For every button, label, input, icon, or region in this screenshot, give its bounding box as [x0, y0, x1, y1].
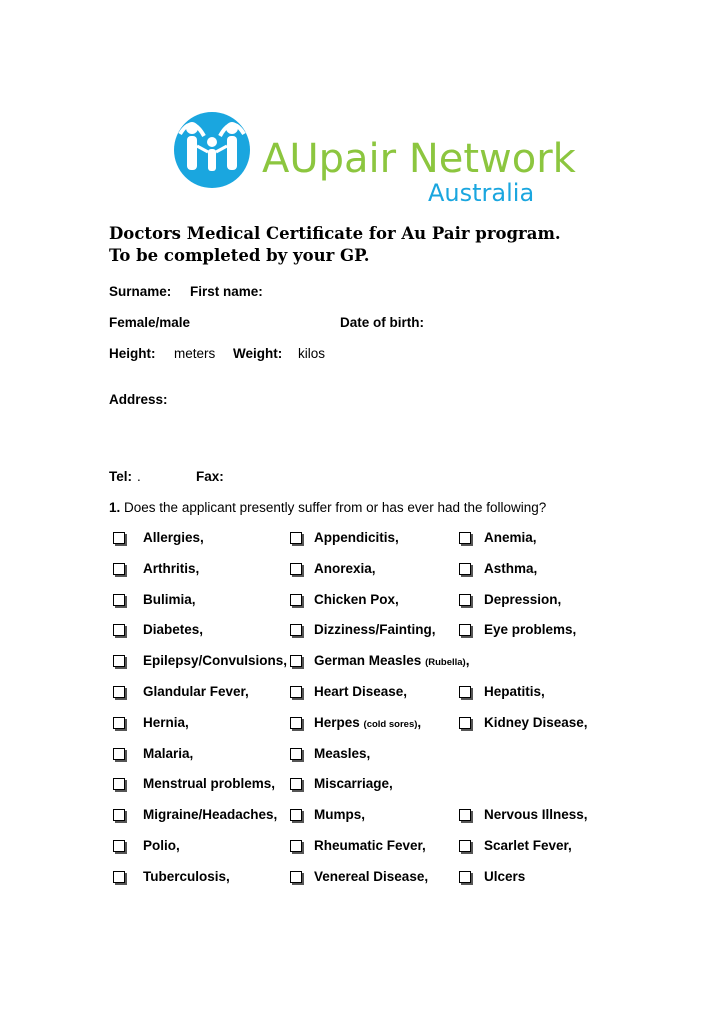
- weight-label: Weight:: [233, 346, 283, 361]
- condition-text: Hepatitis,: [484, 684, 545, 699]
- condition-text: Scarlet Fever,: [484, 838, 572, 853]
- condition-text: Glandular Fever,: [143, 684, 249, 699]
- logo: [170, 106, 576, 207]
- condition-text: Appendicitis,: [314, 530, 399, 545]
- condition-label-col2-row4: [314, 622, 436, 637]
- condition-text: Asthma,: [484, 560, 538, 576]
- checkbox-col2-row12[interactable]: [290, 871, 302, 883]
- condition-text: Menstrual problems,: [143, 776, 276, 792]
- checkbox-col2-row2[interactable]: [290, 563, 302, 575]
- condition-label-col3-row12: [484, 869, 525, 884]
- condition-text: Mumps,: [314, 807, 366, 823]
- weight-unit: kilos: [298, 346, 326, 361]
- condition-text: Tuberculosis,: [143, 868, 230, 884]
- condition-label-col2-row9: [314, 776, 393, 791]
- condition-label-col1-row3: [143, 592, 196, 607]
- condition-label-col1-row4: [143, 622, 203, 637]
- condition-text: German Measles: [314, 653, 422, 669]
- condition-suffix: ,: [417, 714, 422, 730]
- logo-brand-main: AUpair Network: [262, 136, 576, 182]
- condition-label-col1-row8: [143, 746, 193, 761]
- condition-text: Nervous Illness,: [484, 807, 588, 823]
- checkbox-col1-row2[interactable]: [113, 563, 125, 575]
- checkbox-col2-row5[interactable]: [290, 655, 302, 667]
- checkbox-col2-row9[interactable]: [290, 778, 302, 790]
- condition-text: Miscarriage,: [314, 776, 393, 792]
- condition-text: Eye problems,: [484, 622, 577, 638]
- condition-text: Chicken Pox,: [314, 591, 399, 607]
- condition-label-col2-row12: [314, 869, 428, 884]
- condition-label-col2-row3: [314, 592, 399, 607]
- condition-text: Allergies,: [143, 530, 204, 545]
- condition-text: Heart Disease,: [314, 684, 408, 699]
- condition-label-col3-row3: [484, 592, 561, 607]
- condition-label-col2-row8: [314, 746, 370, 761]
- condition-label-col1-row9: [143, 776, 275, 791]
- address-label: Address:: [109, 392, 168, 407]
- checkbox-col2-row10[interactable]: [290, 809, 302, 821]
- condition-label-col1-row11: [143, 838, 180, 853]
- condition-label-col3-row11: [484, 838, 572, 853]
- checkbox-col3-row4[interactable]: [459, 624, 471, 636]
- question-text: Does the applicant presently suffer from or has ever had the following?: [124, 500, 547, 515]
- checkbox-col3-row10[interactable]: [459, 809, 471, 821]
- tel-value: .: [137, 469, 141, 484]
- condition-text: Anorexia,: [314, 560, 376, 576]
- condition-text: Measles,: [314, 745, 371, 761]
- checkbox-col3-row7[interactable]: [459, 717, 471, 729]
- fax-label: Fax:: [196, 469, 224, 484]
- question-1: [109, 500, 546, 515]
- condition-text: Diabetes,: [143, 622, 204, 638]
- condition-text: Dizziness/Fainting,: [314, 622, 436, 638]
- condition-text: Epilepsy/Convulsions,: [143, 653, 288, 669]
- condition-text: Arthritis,: [143, 560, 200, 576]
- title-line1: Doctors Medical Certificate for Au Pair program.: [109, 224, 561, 243]
- condition-text: Herpes: [314, 714, 360, 730]
- height-label: Height:: [109, 346, 156, 361]
- condition-label-col1-row2: [143, 561, 199, 576]
- condition-note: (Rubella): [425, 657, 466, 669]
- condition-text: Malaria,: [143, 745, 194, 761]
- checkbox-col1-row7[interactable]: [113, 717, 125, 729]
- checkbox-col1-row3[interactable]: [113, 594, 125, 606]
- title-line2: To be completed by your GP.: [109, 246, 370, 265]
- checkbox-col3-row1[interactable]: [459, 532, 471, 544]
- condition-text: Depression,: [484, 591, 562, 607]
- checkbox-col1-row4[interactable]: [113, 624, 125, 636]
- condition-label-col3-row6: [484, 684, 545, 699]
- condition-label-col2-row1: [314, 530, 399, 545]
- checkbox-col1-row9[interactable]: [113, 778, 125, 790]
- checkbox-col3-row3[interactable]: [459, 594, 471, 606]
- checkbox-col2-row11[interactable]: [290, 840, 302, 852]
- checkbox-col1-row11[interactable]: [113, 840, 125, 852]
- condition-text: Anemia,: [484, 530, 537, 545]
- logo-brand-sub: Australia: [428, 179, 535, 207]
- checkbox-col2-row4[interactable]: [290, 624, 302, 636]
- condition-label-col2-row10: [314, 807, 365, 822]
- condition-text: Migraine/Headaches,: [143, 807, 278, 823]
- condition-suffix: ,: [465, 653, 470, 669]
- checkbox-col2-row3[interactable]: [290, 594, 302, 606]
- logo-graphic: [170, 106, 576, 207]
- surname-label: Surname:: [109, 284, 172, 299]
- height-unit: meters: [174, 346, 216, 361]
- condition-label-col1-row5: [143, 653, 287, 668]
- first-name-label: First name:: [190, 284, 263, 299]
- condition-label-col1-row6: [143, 684, 249, 699]
- condition-label-col1-row10: [143, 807, 277, 822]
- checkbox-col2-row6[interactable]: [290, 686, 302, 698]
- condition-label-col1-row12: [143, 869, 230, 884]
- checkbox-col1-row12[interactable]: [113, 871, 125, 883]
- condition-text: Bulimia,: [143, 591, 196, 607]
- checkbox-col3-row6[interactable]: [459, 686, 471, 698]
- question-number: 1.: [109, 500, 121, 515]
- condition-text: Polio,: [143, 838, 180, 853]
- condition-label-col1-row7: [143, 715, 189, 730]
- condition-label-col2-row5: [314, 653, 469, 668]
- checkbox-col1-row1[interactable]: [113, 532, 125, 544]
- condition-label-col2-row7: [314, 715, 421, 730]
- condition-label-col3-row4: [484, 622, 576, 637]
- gender-label: Female/male: [109, 315, 191, 330]
- checkbox-col3-row12[interactable]: [459, 871, 471, 883]
- condition-label-col2-row11: [314, 838, 426, 853]
- condition-text: Kidney Disease,: [484, 714, 588, 730]
- condition-text: Venereal Disease,: [314, 868, 429, 884]
- condition-text: Hernia,: [143, 714, 189, 730]
- condition-label-col2-row6: [314, 684, 407, 699]
- condition-text: Rheumatic Fever,: [314, 838, 426, 853]
- condition-text: Ulcers: [484, 868, 526, 884]
- condition-label-col3-row7: [484, 715, 588, 730]
- checkbox-col2-row8[interactable]: [290, 748, 302, 760]
- dob-label: Date of birth:: [340, 315, 424, 330]
- checkbox-col1-row8[interactable]: [113, 748, 125, 760]
- checkbox-col2-row1[interactable]: [290, 532, 302, 544]
- condition-note: (cold sores): [363, 718, 418, 730]
- condition-label-col3-row1: [484, 530, 537, 545]
- condition-label-col2-row2: [314, 561, 376, 576]
- condition-label-col3-row10: [484, 807, 588, 822]
- checkbox-col2-row7[interactable]: [290, 717, 302, 729]
- checkbox-col1-row6[interactable]: [113, 686, 125, 698]
- tel-label: Tel:: [109, 469, 132, 484]
- checkbox-col3-row11[interactable]: [459, 840, 471, 852]
- condition-label-col3-row2: [484, 561, 537, 576]
- checkbox-col1-row10[interactable]: [113, 809, 125, 821]
- checkbox-col3-row2[interactable]: [459, 563, 471, 575]
- condition-label-col1-row1: [143, 530, 204, 545]
- checkbox-col1-row5[interactable]: [113, 655, 125, 667]
